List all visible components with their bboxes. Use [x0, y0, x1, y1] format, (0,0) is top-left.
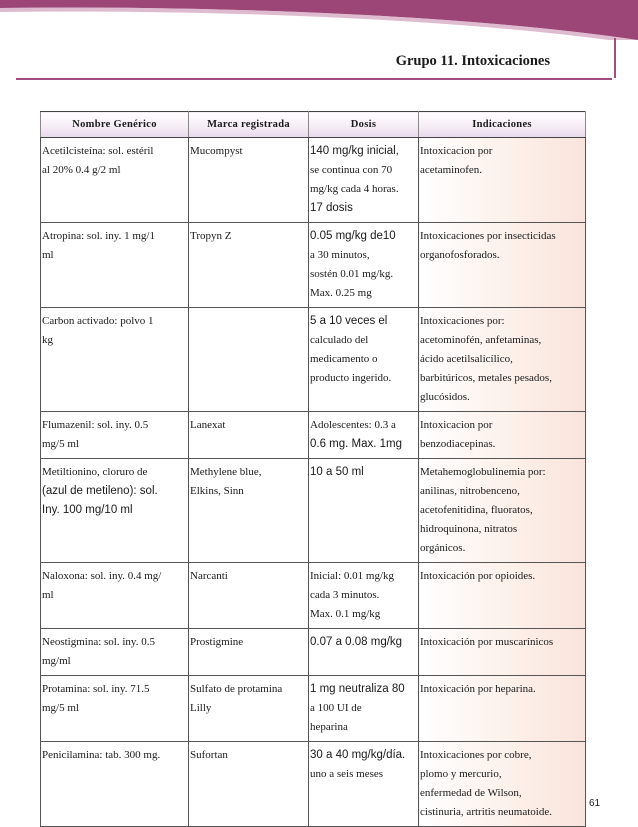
generic-name-cell [41, 459, 189, 563]
cell-line: Metahemoglobulinemia por: [420, 466, 546, 478]
table-row [41, 629, 586, 676]
dose-cell [309, 138, 419, 223]
cell-line: cada 3 minutos. [310, 589, 380, 601]
header-brand: Marca registrada [189, 112, 309, 138]
dose-cell [309, 742, 419, 827]
cell-line: Penicilamina: tab. 300 mg. [42, 749, 161, 761]
cell-line: 0.05 mg/kg de10 [310, 230, 396, 242]
indications-cell [419, 676, 586, 742]
dose-cell [309, 459, 419, 563]
cell-line: Intoxicación por muscarínicos [420, 636, 554, 648]
table-row [41, 223, 586, 308]
cell-line: ácido acetilsalicílico, [420, 353, 513, 365]
cell-line: Prostigmine [190, 636, 244, 648]
indications-cell [419, 563, 586, 629]
dose-cell [309, 676, 419, 742]
table-row [41, 676, 586, 742]
cell-line: Intoxicacion por [420, 145, 493, 157]
cell-line: medicamento o [310, 353, 378, 365]
cell-line: Iny. 100 mg/10 ml [42, 504, 133, 516]
cell-line: 0.6 mg. Max. 1mg [310, 438, 403, 450]
cell-line: 30 a 40 mg/kg/día. [310, 749, 406, 761]
indications-cell [419, 223, 586, 308]
cell-line: Acetilcisteína: sol. estéril [42, 145, 154, 157]
cell-line: Intoxicación por heparina. [420, 683, 536, 695]
indications-cell [419, 138, 586, 223]
cell-line: Lanexat [190, 419, 226, 431]
cell-line: (azul de metileno): sol. [42, 485, 158, 497]
cell-line: Protamina: sol. iny. 71.5 [42, 683, 150, 695]
table-row [41, 459, 586, 563]
brand-cell [189, 629, 309, 676]
generic-name-cell [41, 308, 189, 412]
generic-name-cell [41, 742, 189, 827]
dose-cell [309, 308, 419, 412]
cell-line: sostén 0.01 mg/kg. [310, 268, 394, 280]
dose-cell [309, 629, 419, 676]
brand-cell [189, 459, 309, 563]
brand-cell [189, 138, 309, 223]
generic-name-cell [41, 629, 189, 676]
cell-line: Sufortan [190, 749, 228, 761]
cell-line: calculado del [310, 334, 369, 346]
cell-line: mg/5 ml [42, 438, 79, 450]
cell-line: hidroquinona, nitratos [420, 523, 518, 535]
cell-line: 17 dosis [310, 202, 353, 214]
brand-cell [189, 563, 309, 629]
cell-line: 0.07 a 0.08 mg/kg [310, 636, 403, 648]
header-banner [0, 0, 638, 40]
table-row [41, 563, 586, 629]
generic-name-cell [41, 138, 189, 223]
brand-cell [189, 742, 309, 827]
generic-name-cell [41, 676, 189, 742]
cell-line: Carbon activado: polvo 1 [42, 315, 154, 327]
cell-line: ml [42, 249, 54, 261]
medication-table [40, 111, 586, 827]
table-row [41, 308, 586, 412]
cell-line: acetaminofen. [420, 164, 482, 176]
cell-line: mg/5 ml [42, 702, 79, 714]
cell-line: producto ingerido. [310, 372, 392, 384]
cell-line: orgánicos. [420, 542, 466, 554]
generic-name-cell [41, 223, 189, 308]
cell-line: Mucompyst [190, 145, 243, 157]
table-row [41, 138, 586, 223]
cell-line: benzodiacepinas. [420, 438, 496, 450]
cell-line: mg/ml [42, 655, 71, 667]
cell-line: 140 mg/kg inicial, [310, 145, 399, 157]
cell-line: Intoxicación por opioides. [420, 570, 536, 582]
cell-line: Narcanti [190, 570, 228, 582]
cell-line: Max. 0.25 mg [310, 287, 372, 299]
cell-line: Adolescentes: 0.3 a [310, 419, 396, 431]
cell-line: kg [42, 334, 53, 346]
cell-line: a 30 minutos, [310, 249, 370, 261]
page-title: Grupo 11. Intoxicaciones [395, 53, 550, 69]
cell-line: a 100 UI de [310, 702, 362, 714]
brand-cell [189, 412, 309, 459]
indications-cell [419, 412, 586, 459]
indications-cell [419, 742, 586, 827]
cell-line: Flumazenil: sol. iny. 0.5 [42, 419, 149, 431]
brand-cell [189, 223, 309, 308]
cell-line: plomo y mercurio, [420, 768, 502, 780]
dose-cell [309, 412, 419, 459]
cell-line: 1 mg neutraliza 80 [310, 683, 405, 695]
cell-line: heparina [310, 721, 348, 733]
cell-line: Lilly [190, 702, 212, 714]
cell-line: acetominofén, anfetaminas, [420, 334, 542, 346]
indications-cell [419, 629, 586, 676]
cell-line: Metiltionino, cloruro de [42, 466, 148, 478]
cell-line: mg/kg cada 4 horas. [310, 183, 399, 195]
cell-line: uno a seis meses [310, 768, 384, 780]
cell-line: ml [42, 589, 54, 601]
cell-line: Atropina: sol. iny. 1 mg/1 [42, 230, 155, 242]
cell-line: Sulfato de protamina [190, 683, 283, 695]
cell-line: glucósidos. [420, 391, 470, 403]
cell-line: Intoxicacion por [420, 419, 493, 431]
header-generic-name: Nombre Genérico [41, 112, 189, 138]
indications-cell [419, 459, 586, 563]
cell-line: Intoxicaciones por cobre, [420, 749, 532, 761]
cell-line: anilinas, nitrobenceno, [420, 485, 520, 497]
header-dose: Dosis [309, 112, 419, 138]
cell-line: 10 a 50 ml [310, 466, 364, 478]
table-row [41, 742, 586, 827]
page-number: 61 [589, 798, 601, 809]
cell-line: organofosforados. [420, 249, 500, 261]
dose-cell [309, 563, 419, 629]
table-row [41, 412, 586, 459]
cell-line: Max. 0.1 mg/kg [310, 608, 381, 620]
indications-cell [419, 308, 586, 412]
cell-line: enfermedad de Wilson, [420, 787, 522, 799]
cell-line: Naloxona: sol. iny. 0.4 mg/ [42, 570, 162, 582]
cell-line: al 20% 0.4 g/2 ml [42, 164, 121, 176]
generic-name-cell [41, 412, 189, 459]
header-indications: Indicaciones [419, 112, 586, 138]
cell-line: Intoxicaciones por insecticidas [420, 230, 556, 242]
cell-line: Neostigmina: sol. iny. 0.5 [42, 636, 155, 648]
cell-line: acetofenitidina, fluoratos, [420, 504, 533, 516]
cell-line: 5 a 10 veces el [310, 315, 388, 327]
cell-line: Elkins, Sinn [190, 485, 244, 497]
title-underline [16, 78, 612, 80]
cell-line: Methylene blue, [190, 466, 262, 478]
cell-line: cistinuria, artritis neumatoide. [420, 806, 552, 818]
cell-line: Inicial: 0.01 mg/kg [310, 570, 395, 582]
cell-line: Tropyn Z [190, 230, 232, 242]
dose-cell [309, 223, 419, 308]
brand-cell [189, 676, 309, 742]
cell-line: se continua con 70 [310, 164, 393, 176]
cell-line: Intoxicaciones por: [420, 315, 505, 327]
brand-cell [189, 308, 309, 412]
generic-name-cell [41, 563, 189, 629]
header-side-rule [614, 38, 616, 78]
cell-line: barbitúricos, metales pesados, [420, 372, 552, 384]
table-header-row [41, 112, 586, 138]
